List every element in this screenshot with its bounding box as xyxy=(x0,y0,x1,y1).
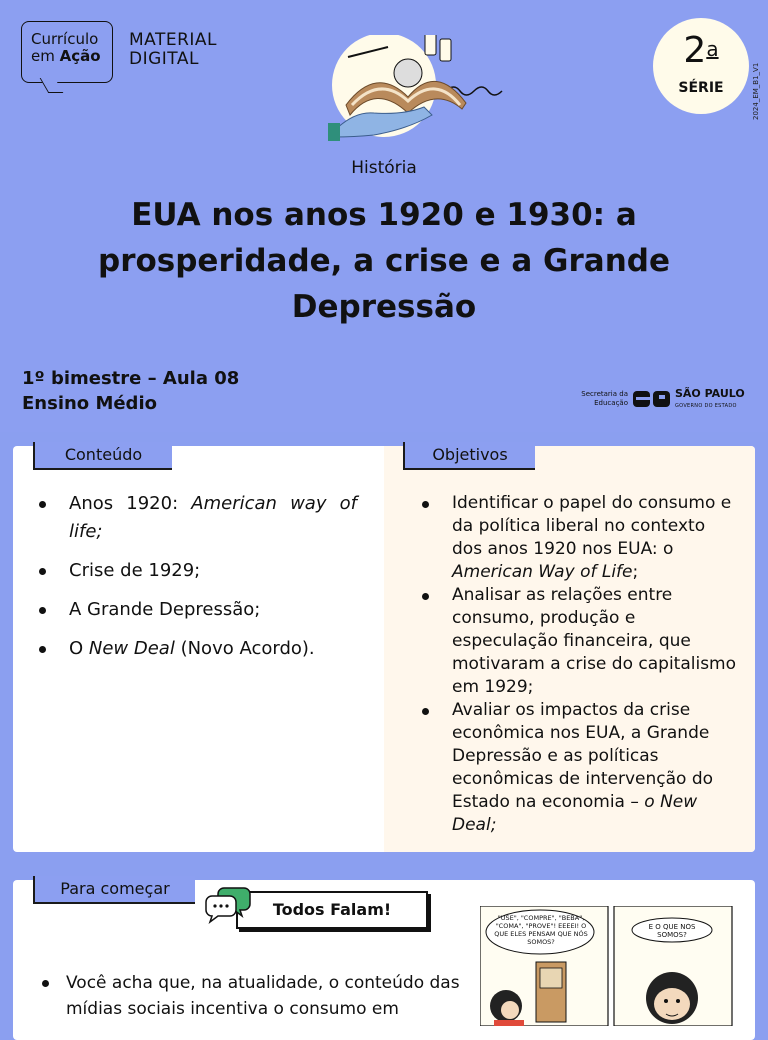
objectives-list xyxy=(420,492,740,837)
comic-speech-1: "USE", "COMPRE", "BEBA", "COMA", "PROVE"! EEEEI! O QUE ELES PENSAM QUE NÓS SOMOS? xyxy=(494,914,588,946)
comic-speech-2: E O QUE NÓS SOMOS? xyxy=(648,923,696,937)
list-item: Crise de 1929; xyxy=(37,557,357,585)
list-item: Identificar o papel do consumo e da política liberal no contexto dos anos 1920 nos EUA: o American Way of Life; xyxy=(420,492,740,584)
list-item: A Grande Depressão; xyxy=(37,596,357,624)
book-hand-illustration xyxy=(328,35,518,145)
grade-label: SÉRIE xyxy=(678,80,724,96)
lesson-info xyxy=(22,366,239,416)
state-name: SÃO PAULO xyxy=(675,387,745,400)
sp-logo-icon xyxy=(633,389,671,409)
grade-badge xyxy=(653,18,749,114)
grade-suffix: a xyxy=(706,37,719,61)
material-line1: MATERIAL xyxy=(129,30,218,50)
state-label xyxy=(675,388,745,412)
brand-line1: Currículo xyxy=(31,30,99,48)
tab-conteudo: Conteúdo xyxy=(33,442,172,470)
brand-line2-a: em xyxy=(31,47,60,65)
secretaria-line1: Secretaria da xyxy=(581,390,628,398)
mafalda-comic-image xyxy=(480,906,734,1026)
chat-bubbles-icon xyxy=(204,884,252,926)
tab-para-comecar: Para começar xyxy=(33,876,195,904)
government-logo xyxy=(573,388,747,412)
document-code: 2024_EM_B1_V1 xyxy=(752,62,760,120)
grade-number: 2 xyxy=(683,30,707,71)
secretaria-line2: Educação xyxy=(594,399,628,407)
todos-falam-label: Todos Falam! xyxy=(236,891,428,929)
page-title: EUA nos anos 1920 e 1930: a prosperidade, a crise e a Grande Depressão xyxy=(98,197,670,325)
brand-line2-b: Ação xyxy=(59,47,101,65)
material-digital-logo xyxy=(129,31,217,69)
list-item: Anos 1920: American way of life; xyxy=(37,490,357,546)
list-item: Analisar as relações entre consumo, produção e especulação financeira, que motivaram a crise do capitalismo em 1929; xyxy=(420,584,740,699)
bimester-label: 1º bimestre – Aula 08 xyxy=(22,368,240,389)
curriculo-em-acao-logo xyxy=(21,21,113,83)
level-label: Ensino Médio xyxy=(22,393,157,414)
secretaria-label xyxy=(573,390,628,408)
subject-label: História xyxy=(351,158,417,178)
list-item: Avaliar os impactos da crise econômica nos EUA, a Grande Depressão e as políticas econômicas de intervenção do Estado na economia – o New Deal; xyxy=(420,699,740,837)
tab-objetivos: Objetivos xyxy=(403,442,535,470)
material-line2: DIGITAL xyxy=(129,49,199,69)
discussion-question: Você acha que, na atualidade, o conteúdo das mídias sociais incentiva o consumo em xyxy=(36,970,466,1022)
state-sub: GOVERNO DO ESTADO xyxy=(675,403,737,409)
list-item: O New Deal (Novo Acordo). xyxy=(37,635,357,663)
content-list xyxy=(37,490,357,674)
